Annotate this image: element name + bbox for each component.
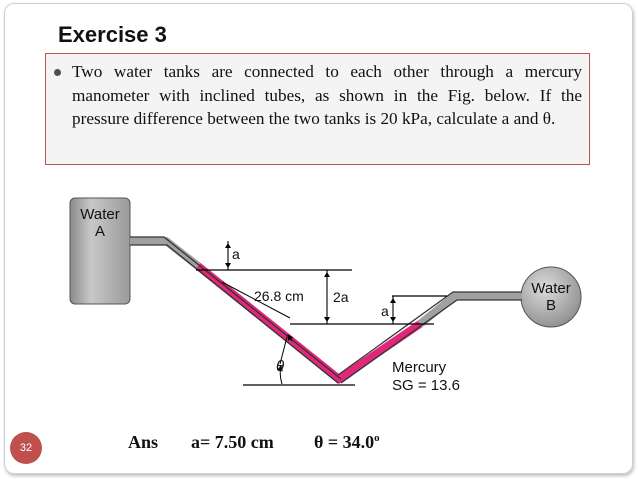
manometer-tube <box>130 237 522 383</box>
tank-a-label-line2: A <box>94 223 106 240</box>
problem-text: Two water tanks are connected to each other through a mercury manometer with inclined tubes, as shown in the Fig. below. If the pressure difference between the two tanks is 20 kPa, calculate a and θ. <box>72 62 582 128</box>
answer-a-value: a= 7.50 cm <box>191 432 274 452</box>
label-a-right: a <box>381 303 389 319</box>
label-length: 26.8 cm <box>254 288 304 304</box>
tank-a-label-line1: Water <box>80 206 120 223</box>
tank-b-label-line1: Water <box>531 280 571 297</box>
slide-title: Exercise 3 <box>58 22 167 47</box>
label-2a: 2a <box>333 289 349 305</box>
answer-theta-value: θ = 34.0 <box>314 432 375 452</box>
label-theta: θ <box>276 358 285 375</box>
mercury-column <box>198 266 420 379</box>
fluid-label-line1: Mercury <box>392 359 447 376</box>
label-a-top: a <box>232 246 240 262</box>
fluid-label-line2: SG = 13.6 <box>392 377 460 394</box>
page-number-badge: 32 <box>10 432 42 464</box>
answer-label: Ans <box>128 432 159 452</box>
tank-b-label-line2: B <box>545 297 557 314</box>
answer-theta <box>314 432 380 453</box>
answer-theta-unit: o <box>374 432 380 444</box>
